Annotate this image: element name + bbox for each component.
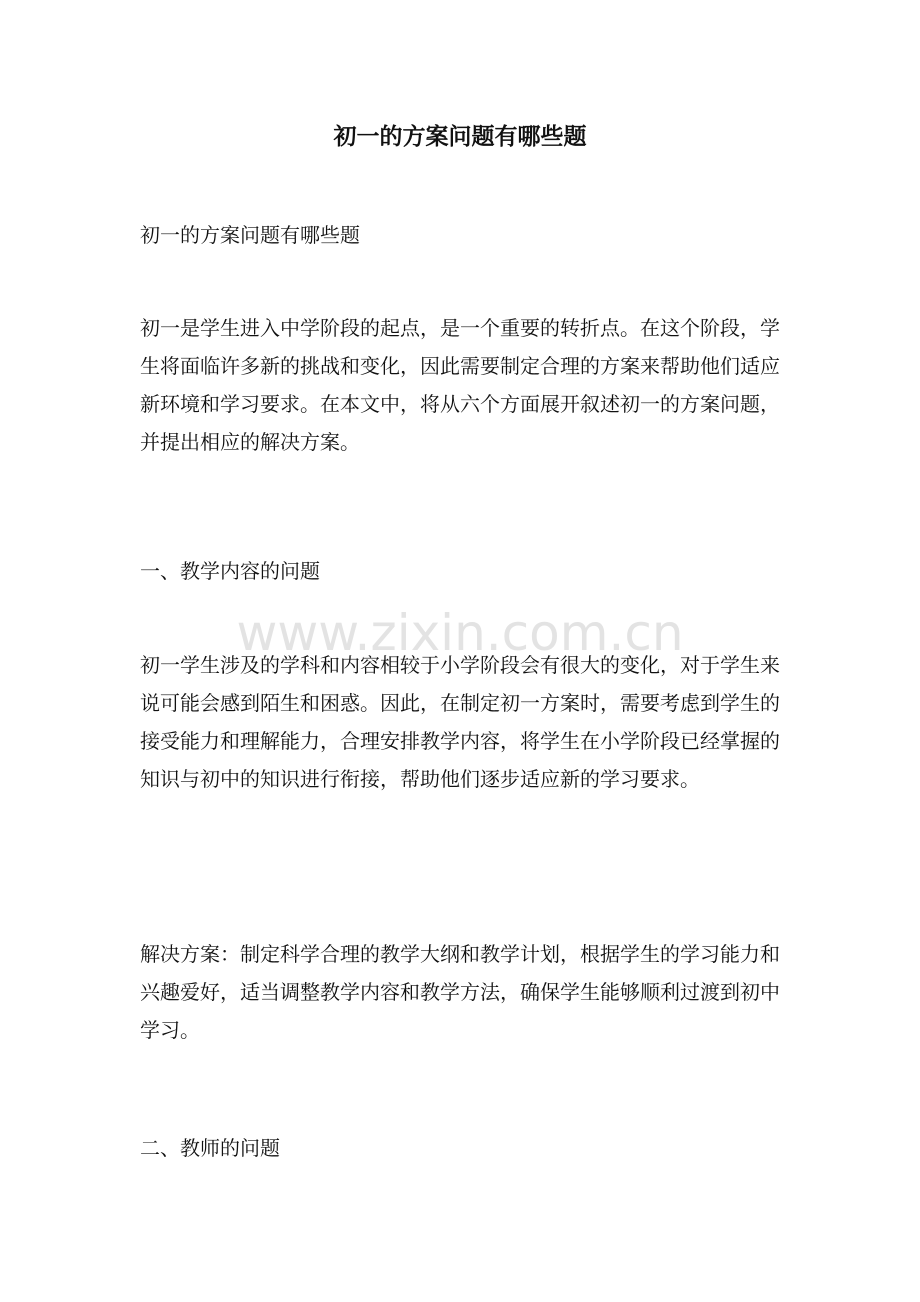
section-1-heading: 一、教学内容的问题 xyxy=(140,559,320,583)
document-subtitle: 初一的方案问题有哪些题 xyxy=(140,223,360,247)
section-1-solution: 解决方案：制定科学合理的教学大纲和教学计划，根据学生的学习能力和兴趣爱好，适当调整教学内容和教学方法，确保学生能够顺利过渡到初中学习。 xyxy=(140,942,780,1042)
watermark: www.zixin.com.cn xyxy=(236,604,684,662)
intro-paragraph: 初一是学生进入中学阶段的起点，是一个重要的转折点。在这个阶段，学生将面临许多新的挑战和变化，因此需要制定合理的方案来帮助他们适应新环境和学习要求。在本文中，将从六个方面展开叙述初一的方案问题，并提出相应的解决方案。 xyxy=(140,316,780,454)
section-2-heading: 二、教师的问题 xyxy=(140,1136,280,1160)
document-title: 初一的方案问题有哪些题 xyxy=(333,123,587,150)
section-1-body: 初一学生涉及的学科和内容相较于小学阶段会有很大的变化，对于学生来说可能会感到陌生和困惑。因此，在制定初一方案时，需要考虑到学生的接受能力和理解能力，合理安排教学内容，将学生在小学阶段已经掌握的知识与初中的知识进行衔接，帮助他们逐步适应新的学习要求。 xyxy=(140,653,780,791)
